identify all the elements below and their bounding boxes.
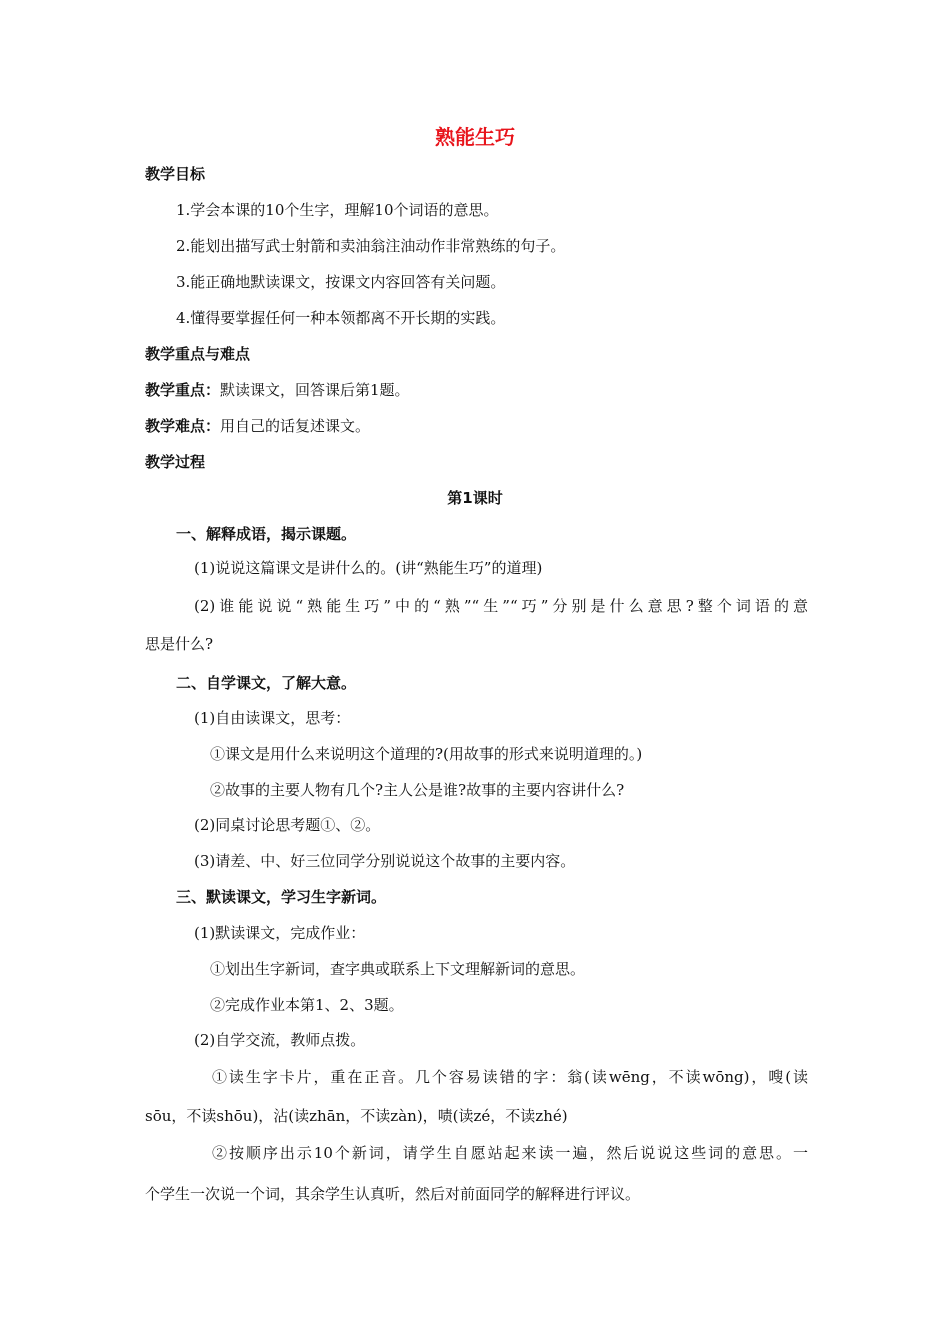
part3-sub4-line1: ②按顺序出示10个新词，请学生自愿站起来读一遍，然后说说这些词的意思。一 bbox=[212, 1144, 808, 1162]
part1-heading: 一、解释成语，揭示课题。 bbox=[176, 525, 357, 543]
part2-sub2: ②故事的主要人物有几个?主人公是谁?故事的主要内容讲什么? bbox=[210, 781, 625, 799]
part3-sub3-line1: ①读生字卡片，重在正音。几个容易读错的字：翁(读wēng，不读wōng)，嗖(读 bbox=[212, 1068, 808, 1086]
part3-sub4-line2: 个学生一次说一个词，其余学生认真听，然后对前面同学的解释进行评议。 bbox=[145, 1185, 641, 1203]
part3-sub1: ①划出生字新词，查字典或联系上下文理解新词的意思。 bbox=[210, 960, 586, 978]
document-title: 熟能生巧 bbox=[435, 125, 515, 149]
key-point bbox=[145, 380, 410, 400]
key-heading: 教学重点与难点 bbox=[145, 345, 251, 363]
part2-heading: 二、自学课文，了解大意。 bbox=[176, 674, 357, 692]
part2-sub1: ①课文是用什么来说明这个道理的?(用故事的形式来说明道理的。) bbox=[210, 745, 643, 763]
process-heading: 教学过程 bbox=[145, 453, 206, 471]
lesson-title: 第1课时 bbox=[447, 489, 503, 507]
goal-item: 2.能划出描写武士射箭和卖油翁注油动作非常熟练的句子。 bbox=[176, 237, 566, 255]
difficulty-label: 教学难点： bbox=[145, 417, 221, 435]
key-label: 教学重点： bbox=[145, 381, 221, 399]
part1-item2-line2: 思是什么? bbox=[145, 635, 214, 653]
part2-item3: (3)请差、中、好三位同学分别说说这个故事的主要内容。 bbox=[194, 852, 576, 870]
goal-item: 4.懂得要掌握任何一种本领都离不开长期的实践。 bbox=[176, 309, 506, 327]
part3-item1: (1)默读课文，完成作业： bbox=[194, 924, 366, 942]
part1-item2-line1: (2)谁能说说“熟能生巧”中的“熟”“生”“巧”分别是什么意思?整个词语的意 bbox=[194, 597, 808, 615]
part2-item2: (2)同桌讨论思考题①、②。 bbox=[194, 816, 381, 834]
part1-item1: (1)说说这篇课文是讲什么的。(讲“熟能生巧”的道理) bbox=[194, 559, 543, 577]
key-text: 默读课文，回答课后第1题。 bbox=[220, 381, 410, 399]
goal-item: 3.能正确地默读课文，按课文内容回答有关问题。 bbox=[176, 273, 506, 291]
goal-item: 1.学会本课的10个生字，理解10个词语的意思。 bbox=[176, 201, 499, 219]
difficulty-text: 用自己的话复述课文。 bbox=[220, 417, 371, 435]
difficulty-point bbox=[145, 416, 370, 436]
part2-item1: (1)自由读课文，思考： bbox=[194, 709, 351, 727]
part3-sub2: ②完成作业本第1、2、3题。 bbox=[210, 996, 404, 1014]
part3-sub3-line2: sōu，不读shōu)，沾(读zhān，不读zàn)，啧(读zé，不读zhé) bbox=[145, 1107, 568, 1125]
part3-heading: 三、默读课文，学习生字新词。 bbox=[176, 888, 387, 906]
goals-heading: 教学目标 bbox=[145, 165, 206, 183]
part3-item2: (2)自学交流，教师点拨。 bbox=[194, 1031, 366, 1049]
